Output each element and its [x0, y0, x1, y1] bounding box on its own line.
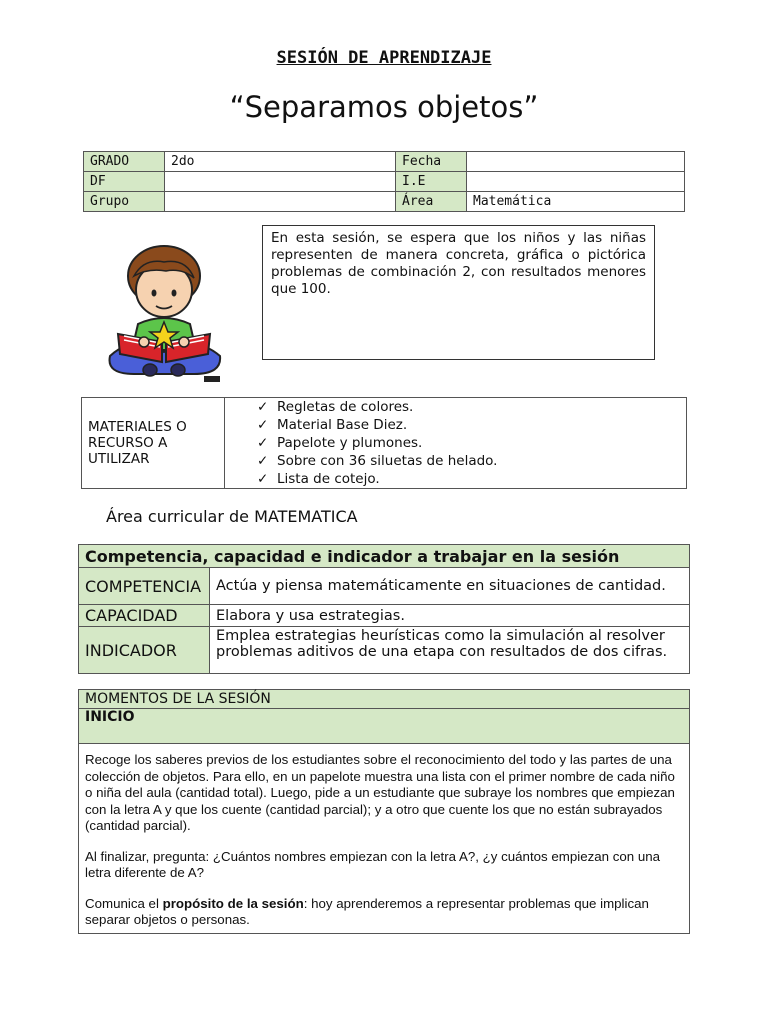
inicio-body — [78, 744, 690, 934]
grupo-label: Grupo — [84, 192, 165, 212]
indicador-label: INDICADOR — [79, 627, 210, 674]
checkmark-icon: ✓ — [257, 399, 269, 415]
inicio-paragraph-1: Recoge los saberes previos de los estudiantes sobre el reconocimiento del todo y las partes de una colección de objetos. Para ello, en un papelote muestra una lista con el primer nombre de cada niño o niña del aula (cantidad total). Luego, pide a un estudiante que subraye los nombres que empiezan con la letra A y que los cuente (cantidad parcial); y a otro que cuente los que no están subrayados (cantidad parcial). — [85, 752, 675, 833]
material-item-label: Lista de cotejo. — [277, 471, 380, 487]
material-item-label: Papelote y plumones. — [277, 435, 423, 451]
session-title: “Separamos objetos” — [229, 90, 539, 124]
capacidad-label: CAPACIDAD — [79, 605, 210, 627]
fecha-value — [467, 152, 685, 172]
reading-boy-illustration — [104, 238, 230, 386]
materials-list — [231, 398, 680, 488]
material-item — [257, 452, 680, 470]
inicio-paragraph-2: Al finalizar, pregunta: ¿Cuántos nombres empiezan con la letra A?, ¿y cuántos empiezan con una letra diferente de A? — [85, 848, 661, 880]
purpose-bold: propósito de la sesión — [162, 895, 304, 911]
grado-label: GRADO — [84, 152, 165, 172]
material-item — [257, 398, 680, 416]
checkmark-icon: ✓ — [257, 417, 269, 433]
purpose-intro: Comunica el — [85, 895, 163, 911]
df-value — [165, 172, 396, 192]
materials-list-cell — [225, 398, 687, 489]
momentos-section — [78, 689, 690, 934]
ie-value — [467, 172, 685, 192]
material-item — [257, 434, 680, 452]
checkmark-icon: ✓ — [257, 471, 269, 487]
checkmark-icon: ✓ — [257, 453, 269, 469]
ie-label: I.E — [396, 172, 467, 192]
material-item-label: Material Base Diez. — [277, 417, 408, 433]
df-label: DF — [84, 172, 165, 192]
grupo-value — [165, 192, 396, 212]
competencia-heading: Competencia, capacidad e indicador a trabajar en la sesión — [79, 545, 690, 568]
fecha-label: Fecha — [396, 152, 467, 172]
grado-value: 2do — [165, 152, 396, 172]
material-item-label: Sobre con 36 siluetas de helado. — [277, 453, 498, 469]
session-header: SESIÓN DE APRENDIZAJE — [276, 48, 492, 68]
inicio-paragraph-3 — [85, 896, 683, 929]
purpose-text: : hoy aprenderemos a representar problemas que implican separar objetos o personas. — [85, 895, 649, 927]
area-label: Área — [396, 192, 467, 212]
material-item — [257, 416, 680, 434]
momentos-heading: MOMENTOS DE LA SESIÓN — [78, 689, 690, 708]
capacidad-text: Elabora y usa estrategias. — [210, 605, 690, 627]
materials-label: MATERIALES O RECURSO A UTILIZAR — [82, 398, 225, 489]
area-heading: Área curricular de MATEMATICA — [106, 507, 358, 526]
materials-table — [81, 397, 687, 489]
competencia-text: Actúa y piensa matemáticamente en situaciones de cantidad. — [210, 568, 690, 605]
info-table — [83, 151, 685, 212]
material-item — [257, 470, 680, 488]
inicio-heading: INICIO — [78, 708, 690, 744]
checkmark-icon: ✓ — [257, 435, 269, 451]
competencia-label: COMPETENCIA — [79, 568, 210, 605]
area-value: Matemática — [467, 192, 685, 212]
material-item-label: Regletas de colores. — [277, 399, 414, 415]
indicador-text: Emplea estrategias heurísticas como la simulación al resolver problemas aditivos de una etapa con resultados de dos cifras. — [210, 627, 690, 674]
session-purpose: En esta sesión, se espera que los niños y las niñas representen de manera concreta, gráfica o pictórica problemas de combinación 2, con resultados menores que 100. — [262, 225, 655, 360]
competencia-table — [78, 544, 690, 674]
